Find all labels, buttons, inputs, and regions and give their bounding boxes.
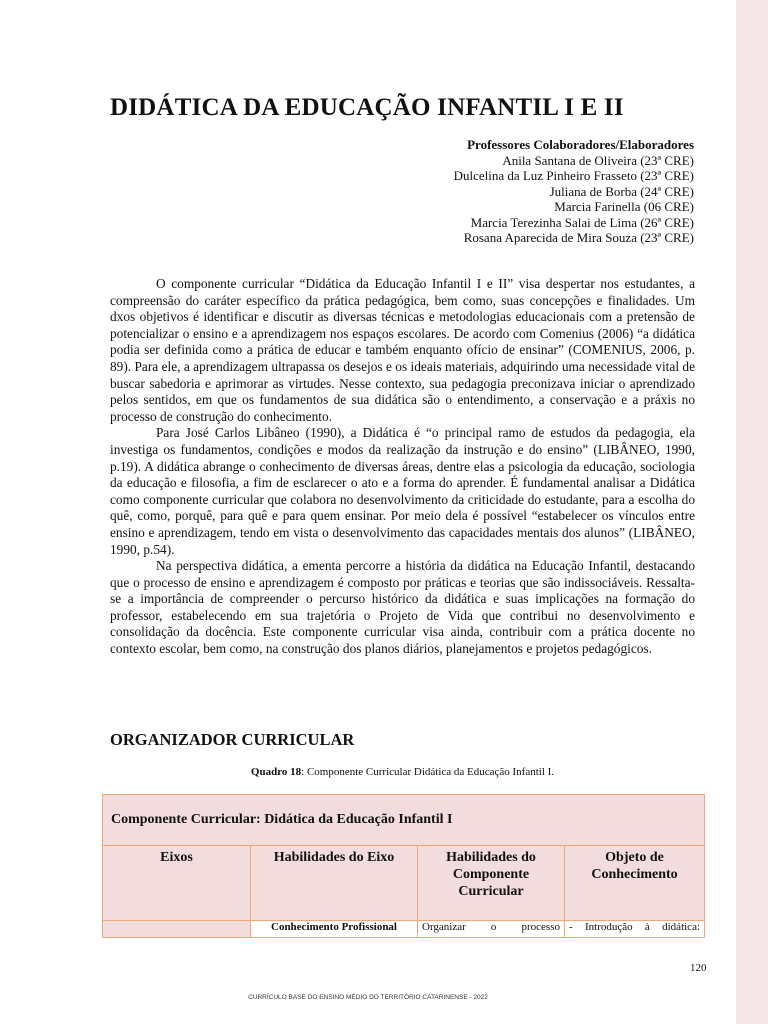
table-caption — [110, 766, 695, 778]
header-habilidades-componente: Habilidades do Componente Curricular — [418, 846, 565, 921]
contributors-heading: Professores Colaboradores/Elaboradores — [467, 137, 694, 152]
header-eixos: Eixos — [103, 846, 251, 921]
caption-text: : Componente Curricular Didática da Educação Infantil I. — [301, 766, 555, 778]
table-title-row — [103, 795, 705, 846]
table-row — [103, 921, 705, 938]
page-side-band — [736, 0, 768, 1024]
page-title: DIDÁTICA DA EDUCAÇÃO INFANTIL I E II — [110, 94, 624, 121]
page-footer: CURRÍCULO BASE DO ENSINO MÉDIO DO TERRITÓRIO CATARINENSE - 2022 — [248, 994, 488, 1001]
contributor-name: Juliana de Borba (24ª CRE) — [549, 183, 694, 199]
header-habilidades-eixo: Habilidades do Eixo — [251, 846, 418, 921]
header-objeto-conhecimento: Objeto de Conhecimento — [565, 846, 705, 921]
table-title: Componente Curricular: Didática da Educação Infantil I — [103, 795, 705, 846]
curriculum-table — [102, 794, 705, 938]
contributor-name: Rosana Aparecida de Mira Souza (23ª CRE) — [463, 230, 694, 245]
body-paragraph: Na perspectiva didática, a ementa percorre a história da didática na Educação Infantil, destacando que o processo de ensino e aprendizagem é composto por práticas e teorias que são indissociáveis. Ressalta-se a importância de compreender o percurso histórico da didática e suas implicações na formação do professor, estabelecendo em sua trajetória o Projeto de Vida que contribui no desenvolvimento e consolidação da docência. Este componente curricular visa ainda, contribuir com a prática docente no contexto escolar, bem como, na construção dos planos diários, planejamentos e projetos pedagógicos. — [110, 558, 695, 657]
contributor-name: Marcia Farinella (06 CRE) — [554, 199, 694, 214]
table-header-row — [103, 846, 705, 921]
body-text — [110, 276, 695, 658]
table-cell: Organizar o processo — [418, 921, 565, 938]
table-cell: Conhecimento Profissional — [251, 921, 418, 938]
table-cell: - Introdução à didática: — [565, 921, 705, 938]
contributor-name: Marcia Terezinha Salai de Lima (26ª CRE) — [470, 214, 694, 230]
contributor-name: Dulcelina da Luz Pinheiro Frasseto (23ª CRE) — [453, 168, 694, 183]
table-cell — [103, 921, 251, 938]
body-paragraph: Para José Carlos Libâneo (1990), a Didática é “o principal ramo de estudos da pedagogia, ela investiga os fundamentos, condições e modos da realização da instrução e do ensino” (LIBÂNEO, 1990, p.19). A didática abrange o conhecimento de diversas áreas, dentre elas a psicologia da educação, sociologia da educação e filosofia, a fim de esclarecer o ato e a forma do aprender. É fundamental analisar a Didática como componente curricular que colabora no desenvolvimento da criticidade do estudante, para a escolha do quê, como, porquê, para quê e para quem ensinar. Por meio dela é possível “estabelecer os vínculos entre ensino e aprendizagem, tendo em vista o desenvolvimento das capacidades mentais dos alunos” (LIBÂNEO, 1990, p.54). — [110, 425, 695, 557]
caption-label: Quadro 18 — [250, 766, 302, 778]
contributors-block — [454, 137, 694, 246]
body-paragraph: O componente curricular “Didática da Educação Infantil I e II” visa despertar nos estudantes, a compreensão do caráter específico da prática pedagógica, bem como, suas concepções e finalidades. Um dxos objetivos é identificar e discutir as diversas técnicas e metodologias educacionais com a pretensão de potencializar o ensino e a aprendizagem nos espaços escolares. De acordo com Comenius (2006) “a didática podia ser definida como a prática de educar e também enquanto ofício de ensinar” (COMENIUS, 2006, p. 89). Para ele, a aprendizagem ultrapassa os desejos e os ideais materiais, adquirindo uma necessidade vital de buscar sabedoria e aprimorar as virtudes. Nesse contexto, sua pedagogia preconizava iniciar o aprendizado pelos sentidos, em que os fundamentos de sua didática são o entendimento, a conservação e a práxis no processo de construção do conhecimento. — [110, 276, 695, 424]
contributor-name: Anila Santana de Oliveira (23ª CRE) — [502, 152, 694, 168]
section-heading: ORGANIZADOR CURRICULAR — [110, 730, 355, 749]
page-number: 120 — [690, 962, 707, 974]
